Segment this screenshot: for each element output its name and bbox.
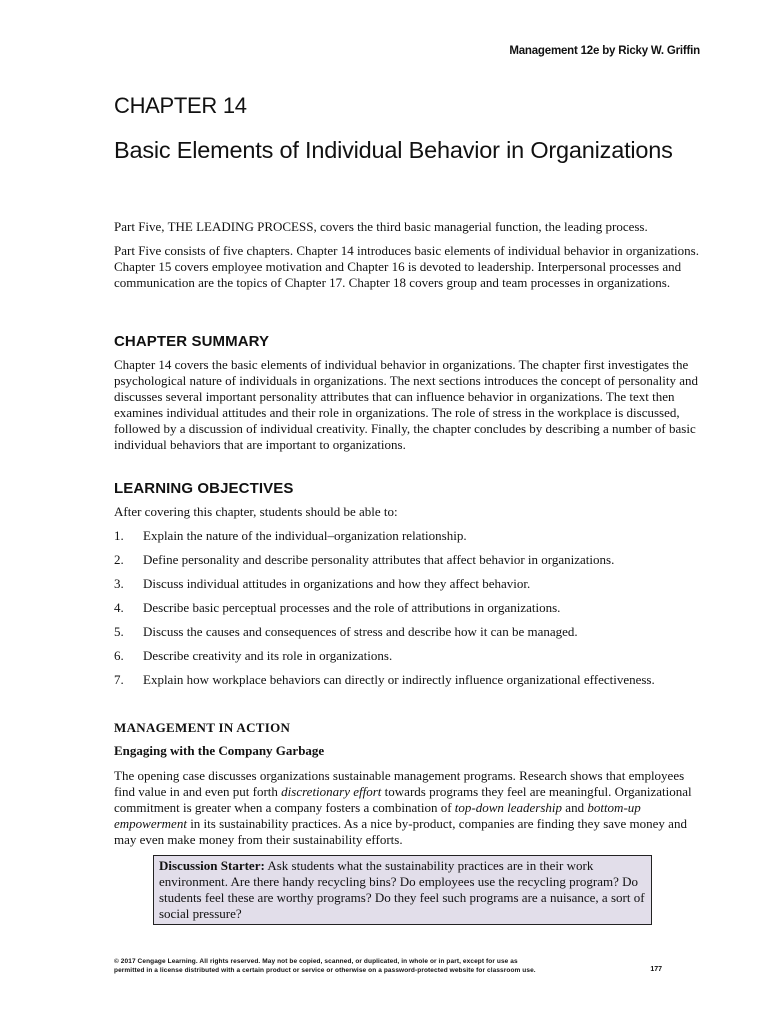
learning-objectives-heading: LEARNING OBJECTIVES	[114, 480, 294, 497]
objective-number: 7.	[114, 672, 124, 687]
objective-text: Discuss individual attitudes in organizations and how they affect behavior.	[143, 576, 531, 591]
mia-emphasis: top-down leadership	[454, 800, 563, 815]
management-in-action-subheading: Engaging with the Company Garbage	[114, 743, 325, 758]
objective-number: 2.	[114, 552, 124, 567]
learning-objectives-list	[114, 528, 714, 696]
discussion-starter-box	[153, 855, 652, 925]
management-in-action-heading: MANAGEMENT IN ACTION	[114, 720, 291, 735]
chapter-summary-heading: CHAPTER SUMMARY	[114, 333, 270, 350]
objective-item	[114, 600, 714, 624]
objective-number: 1.	[114, 528, 124, 543]
intro-paragraph-2: Part Five consists of five chapters. Chapter 14 introduces basic elements of individual behavior in organizations. Chapter 15 covers employee motivation and Chapter 16 is devoted to leadership. Interpersonal processes and communication are the topics of Chapter 17. Chapter 18 covers group and team processes in organizations.	[114, 243, 699, 290]
objective-text: Discuss the causes and consequences of stress and describe how it can be managed.	[143, 624, 578, 639]
objective-text: Explain how workplace behaviors can directly or indirectly influence organizational effectiveness.	[143, 672, 655, 687]
mia-emphasis: bottom-up empowerment	[114, 800, 641, 831]
mia-text-part: towards programs they feel are meaningful. Organizational commitment is greater when a company fosters a combination of	[114, 784, 692, 815]
copyright-footer	[114, 957, 654, 975]
objective-item	[114, 624, 714, 648]
chapter-summary-text: Chapter 14 covers the basic elements of individual behavior in organizations. The chapter first investigates the psychological nature of individuals in organizations. The next sections introduces the concept of personality and discusses several important personality attributes that can influence behavior in organizations. The text then examines individual attitudes and their role in organizations. The role of stress in the workplace is discussed, followed by a discussion of individual creativity. Finally, the chapter concludes by describing a number of basic individual behaviors that are important to organizations.	[114, 357, 699, 452]
objective-item	[114, 552, 714, 576]
objective-text: Describe basic perceptual processes and the role of attributions in organizations.	[143, 600, 561, 615]
objective-number: 5.	[114, 624, 124, 639]
objective-number: 4.	[114, 600, 124, 615]
objective-text: Describe creativity and its role in organizations.	[143, 648, 393, 663]
objective-item	[114, 528, 714, 552]
running-header: Management 12e by Ricky W. Griffin	[509, 45, 700, 57]
copyright-line-2: permitted in a license distributed with a certain product or service or otherwise on a password-protected website for classroom use.	[114, 967, 536, 974]
mia-text-part: in its sustainability practices. As a nice by-product, companies are finding they save money and may even make money from their sustainability efforts.	[114, 816, 687, 847]
mia-text-part: and	[562, 800, 588, 815]
chapter-label: CHAPTER 14	[114, 93, 247, 118]
mia-emphasis: discretionary effort	[281, 784, 382, 799]
page-number: 177	[650, 966, 662, 973]
discussion-starter-label: Discussion Starter:	[159, 858, 265, 873]
intro-paragraph-1: Part Five, THE LEADING PROCESS, covers the third basic managerial function, the leading process.	[114, 219, 648, 234]
objective-text: Explain the nature of the individual–organization relationship.	[143, 528, 467, 543]
learning-objectives-intro: After covering this chapter, students should be able to:	[114, 504, 398, 519]
objective-text: Define personality and describe personality attributes that affect behavior in organizations.	[143, 552, 615, 567]
objective-number: 6.	[114, 648, 124, 663]
objective-item	[114, 576, 714, 600]
objective-number: 3.	[114, 576, 124, 591]
mia-text-part: The opening case discusses organizations sustainable management programs. Research shows that employees find value in and even put forth	[114, 768, 685, 799]
discussion-starter-text: Ask students what the sustainability practices are in their work environment. Are there handy recycling bins? Do employees use the recycling program? Do students feel these are worthy programs? Do they feel such programs are a nuisance, a sort of social pressure?	[159, 858, 645, 921]
management-in-action-text	[114, 768, 704, 848]
chapter-title: Basic Elements of Individual Behavior in Organizations	[114, 137, 673, 163]
copyright-line-1: © 2017 Cengage Learning. All rights reserved. May not be copied, scanned, or duplicated, in whole or in part, except for use as	[114, 958, 518, 965]
objective-item	[114, 672, 714, 696]
objective-item	[114, 648, 714, 672]
